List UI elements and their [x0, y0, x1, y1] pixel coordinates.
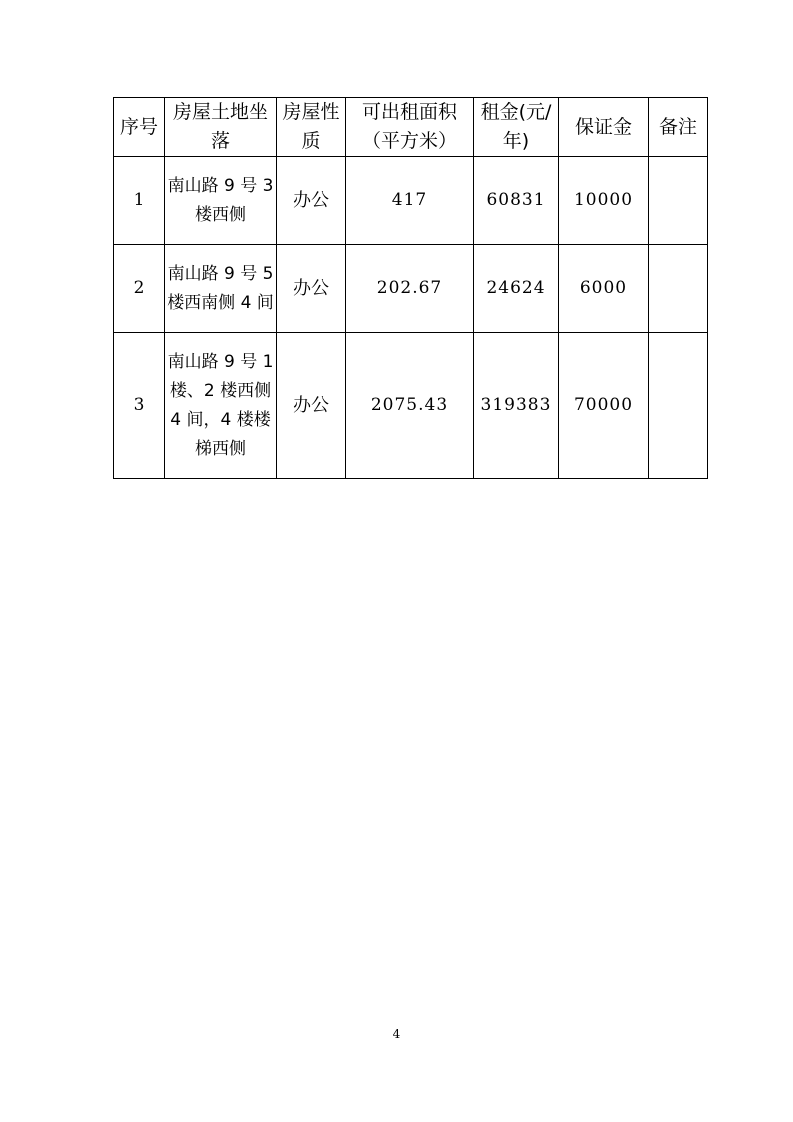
header-area: 可出租面积（平方米） [346, 98, 474, 157]
row-index: 2 [114, 245, 165, 333]
row-rent: 319383 [474, 333, 559, 479]
row-area: 202.67 [346, 245, 474, 333]
header-nature: 房屋性质 [277, 98, 346, 157]
row-nature: 办公 [277, 333, 346, 479]
row-index: 1 [114, 157, 165, 245]
row-deposit: 70000 [559, 333, 649, 479]
row-area: 417 [346, 157, 474, 245]
row-area: 2075.43 [346, 333, 474, 479]
header-index: 序号 [114, 98, 165, 157]
row-rent: 60831 [474, 157, 559, 245]
row-location: 南山路 9 号 1 楼、2 楼西侧 4 间，4 楼楼梯西侧 [165, 333, 277, 479]
row-deposit: 10000 [559, 157, 649, 245]
header-remarks: 备注 [649, 98, 708, 157]
row-location: 南山路 9 号 5 楼西南侧 4 间 [165, 245, 277, 333]
row-index: 3 [114, 333, 165, 479]
row-remarks [649, 157, 708, 245]
table-row [114, 333, 708, 479]
table-row [114, 245, 708, 333]
row-nature: 办公 [277, 157, 346, 245]
header-deposit: 保证金 [559, 98, 649, 157]
row-deposit: 6000 [559, 245, 649, 333]
lease-table [113, 97, 708, 479]
header-location: 房屋土地坐落 [165, 98, 277, 157]
row-remarks [649, 245, 708, 333]
row-location: 南山路 9 号 3 楼西侧 [165, 157, 277, 245]
table-header-row [114, 98, 708, 157]
row-rent: 24624 [474, 245, 559, 333]
row-nature: 办公 [277, 245, 346, 333]
header-rent: 租金(元/年) [474, 98, 559, 157]
page-number: 4 [392, 1027, 401, 1041]
table-row [114, 157, 708, 245]
row-remarks [649, 333, 708, 479]
